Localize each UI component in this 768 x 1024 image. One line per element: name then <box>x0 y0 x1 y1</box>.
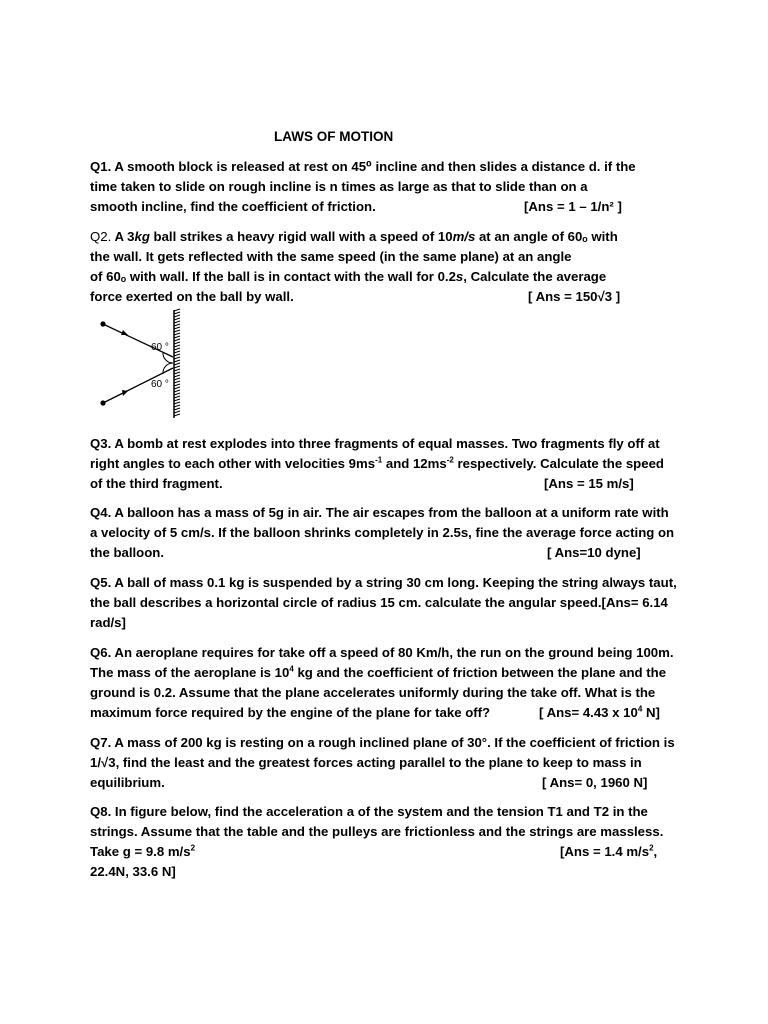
q8-line-3-sup: 2 <box>190 843 196 853</box>
question-6 <box>90 643 690 723</box>
wall-hatch-mark <box>174 309 180 311</box>
wall-hatch-mark <box>174 315 180 317</box>
q4-answer: [ Ans=10 dyne] <box>547 545 641 560</box>
question-2 <box>90 227 690 307</box>
wall-hatch-mark <box>174 357 180 359</box>
q6-line-2b: kg and the coefficient of friction between the plane and the <box>293 665 667 680</box>
q8-line-3a: Take g = 9.8 m/s <box>90 844 191 859</box>
q6-line-2a: The mass of the aeroplane is 10 <box>90 665 290 680</box>
q3-line-2a: right angles to each other with velocities 9ms <box>90 456 376 471</box>
q6-answer <box>539 703 660 723</box>
wall-hatch-mark <box>174 399 180 401</box>
wall-hatch-mark <box>174 411 180 413</box>
wall-hatch-mark <box>174 348 180 350</box>
q6-answer-b: N] <box>642 705 660 720</box>
q2-line-4-row <box>90 287 690 307</box>
q7-line-3-row <box>90 773 690 793</box>
rigid-wall <box>174 309 180 418</box>
wall-hatch-mark <box>174 393 180 395</box>
wall-hatch-mark <box>174 360 180 362</box>
q2-label: Q2. <box>90 229 112 244</box>
wall-hatch-mark <box>174 339 180 341</box>
q5-line-3: rad/s] <box>90 615 126 630</box>
q4-line-3: the balloon. <box>90 545 164 560</box>
q8-answer-a: [Ans = 1.4 m/s <box>560 844 650 859</box>
wall-hatch-mark <box>174 396 180 398</box>
q3-line-2 <box>90 454 690 474</box>
q4-line-3-row <box>90 543 690 563</box>
angle-label-top: 60 ° <box>151 342 169 353</box>
q6-line-4: maximum force required by the engine of the plane for take off? <box>90 705 491 720</box>
q8-line-4: 22.4N, 33.6 N] <box>90 864 176 879</box>
wall-hatch-mark <box>174 402 180 404</box>
q2-line-1a: A 3 <box>111 229 135 244</box>
wall-hatch-mark <box>174 333 180 335</box>
wall-hatch-mark <box>174 327 180 329</box>
question-5 <box>90 573 690 633</box>
q6-answer-sup: 4 <box>637 704 643 714</box>
q6-line-2 <box>90 663 690 683</box>
q3-line-1: Q3. A bomb at rest explodes into three fragments of equal masses. Two fragments fly off at <box>90 436 660 451</box>
q2-line-2: the wall. It gets reflected with the same speed (in the same plane) at an angle <box>90 249 572 264</box>
q6-sup: 4 <box>289 664 294 674</box>
wall-hatch-mark <box>174 405 180 407</box>
q2-answer: [ Ans = 150√3 ] <box>528 289 621 304</box>
q5-line-2: the ball describes a horizontal circle of radius 15 cm. calculate the angular speed.[Ans= 6.14 <box>90 595 668 610</box>
q6-line-1: Q6. An aeroplane requires for take off a speed of 80 Km/h, the run on the ground being 100m. <box>90 645 674 660</box>
wall-reflection-diagram <box>92 308 187 420</box>
wall-hatch-mark <box>174 390 180 392</box>
wall-hatch-mark <box>174 369 180 371</box>
q8-line-2: strings. Assume that the table and the pulleys are frictionless and the strings are massless. <box>90 824 664 839</box>
q2-line-3a: of 60ₒ with wall. If the ball is in contact with the wall for 0.2 <box>90 269 456 284</box>
wall-hatch-mark <box>174 363 180 365</box>
wall-hatch-mark <box>174 387 180 389</box>
q3-sup-2: -2 <box>446 455 454 465</box>
q3-line-3: of the third fragment. <box>90 476 223 491</box>
wall-hatch-mark <box>174 414 180 416</box>
q1-line-1: Q1. A smooth block is released at rest on 45⁰ incline and then slides a distance d. if the <box>90 159 636 174</box>
wall-hatch-mark <box>174 384 180 386</box>
wall-hatch-mark <box>174 375 180 377</box>
wall-hatch-mark <box>174 354 180 356</box>
q3-answer: [Ans = 15 m/s] <box>544 476 634 491</box>
q6-line-4-row <box>90 703 690 723</box>
q1-line-3-row <box>90 197 690 217</box>
q2-unit-ms: m/s <box>452 229 476 244</box>
q8-line-1: Q8. In figure below, find the acceleration a of the system and the tension T1 and T2 in the <box>90 804 648 819</box>
q8-line-3 <box>90 844 195 859</box>
wall-hatch-mark <box>174 378 180 380</box>
angle-label-bottom: 60 ° <box>151 379 169 390</box>
q1-answer: [Ans = 1 – 1/n² ] <box>524 199 622 214</box>
q3-sup-1: -1 <box>375 455 383 465</box>
q7-line-3: equilibrium. <box>90 775 165 790</box>
q2-line-3 <box>90 267 690 287</box>
q7-line-1: Q7. A mass of 200 kg is resting on a rough inclined plane of 30°. If the coefficient of friction is <box>90 735 675 750</box>
q8-answer-sup: 2 <box>649 843 654 853</box>
q8-answer-b: , <box>653 844 658 859</box>
q8-answer <box>560 842 657 862</box>
wall-hatch-mark <box>174 345 180 347</box>
q4-line-1: Q4. A balloon has a mass of 5g in air. The air escapes from the balloon at a uniform rate with <box>90 505 669 520</box>
wall-hatch-mark <box>174 372 180 374</box>
wall-hatch-mark <box>174 351 180 353</box>
q6-line-3: ground is 0.2. Assume that the plane accelerates uniformly during the take off. What is the <box>90 685 656 700</box>
q7-line-2: 1/√3, find the least and the greatest forces acting parallel to the plane to keep to mass in <box>90 755 642 770</box>
question-3 <box>90 434 690 494</box>
q2-line-1b: ball strikes a heavy rigid wall with a speed of 10 <box>149 229 453 244</box>
q2-line-4: force exerted on the ball by wall. <box>90 289 294 304</box>
wall-hatch-mark <box>174 381 180 383</box>
question-8 <box>90 802 690 882</box>
wall-hatch-mark <box>174 342 180 344</box>
q6-answer-a: [ Ans= 4.43 x 10 <box>539 705 638 720</box>
question-4 <box>90 503 690 563</box>
wall-hatch-mark <box>174 336 180 338</box>
q2-unit-s: s <box>455 269 464 284</box>
wall-hatch-mark <box>174 324 180 326</box>
page-title: LAWS OF MOTION <box>274 129 394 144</box>
question-7 <box>90 733 690 793</box>
q2-unit-kg: kg <box>134 229 150 244</box>
wall-hatch-mark <box>174 321 180 323</box>
q1-line-3: smooth incline, find the coefficient of friction. <box>90 199 376 214</box>
q3-line-2c: respectively. Calculate the speed <box>453 456 664 471</box>
q5-line-1: Q5. A ball of mass 0.1 kg is suspended by a string 30 cm long. Keeping the string always taut, <box>90 575 677 590</box>
q1-line-2: time taken to slide on rough incline is n times as large as that to slide than on a <box>90 179 588 194</box>
wall-hatch-mark <box>174 318 180 320</box>
q3-line-2b: and 12ms <box>382 456 447 471</box>
wall-hatch-mark <box>174 312 180 314</box>
question-1 <box>90 157 690 217</box>
wall-hatch-mark <box>174 366 180 368</box>
q8-line-3-row <box>90 842 690 862</box>
q4-line-2: a velocity of 5 cm/s. If the balloon shrinks completely in 2.5s, fine the average force acting on <box>90 525 675 540</box>
q2-line-1c: at an angle of 60ₒ with <box>475 229 618 244</box>
q7-answer: [ Ans= 0, 1960 N] <box>542 775 648 790</box>
wall-hatch-mark <box>174 408 180 410</box>
q2-line-1 <box>90 227 690 247</box>
wall-hatch-mark <box>174 330 180 332</box>
q2-line-3b: , Calculate the average <box>463 269 607 284</box>
q3-line-3-row <box>90 474 690 494</box>
